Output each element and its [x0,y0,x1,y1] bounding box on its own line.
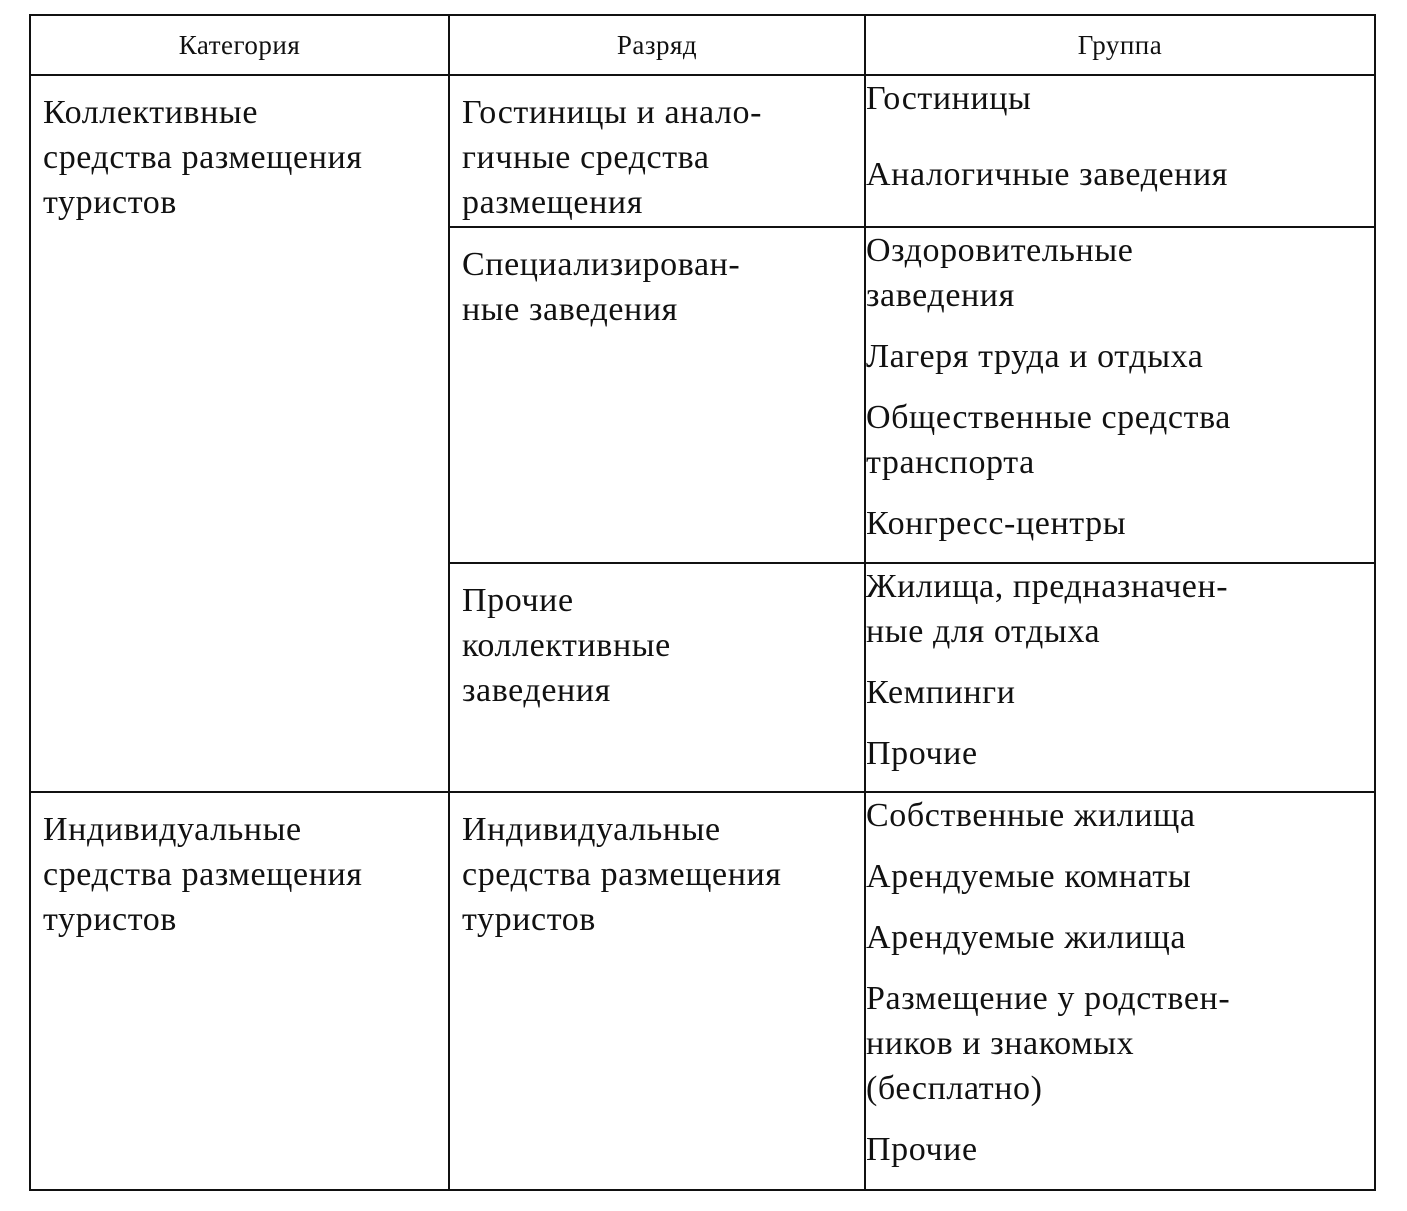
rank-cell [449,227,865,563]
groups-cell [865,227,1375,563]
group-item: Размещение у родствен- ников и знакомых (бесплатно) [866,980,1231,1107]
groups-cell [865,75,1375,227]
groups-cell [865,563,1375,792]
rank-cell [449,792,865,1190]
group-item: Конгресс-центры [866,505,1127,542]
accommodation-classification-table [29,14,1376,1191]
rank-cell [449,563,865,792]
groups-cell [865,792,1375,1190]
group-item: Лагеря труда и отдыха [866,338,1204,375]
rank-text: Специализирован- ные заведения [462,246,741,328]
header-category: Категория [30,15,449,75]
category-cell-collective [30,75,449,792]
category-cell-individual [30,792,449,1190]
table-header-row [30,15,1375,75]
table-row [30,792,1375,1190]
group-item: Гостиницы [866,80,1032,117]
header-group: Группа [865,15,1375,75]
group-item: Арендуемые жилища [866,919,1187,956]
category-collective-text: Коллективные средства размещения туристов [43,94,363,221]
rank-text: Индивидуальные средства размещения туристов [462,811,782,938]
group-item: Кемпинги [866,674,1016,711]
group-item: Оздоровительные заведения [866,232,1134,314]
group-item: Прочие [866,735,978,772]
group-item: Общественные средства транспорта [866,399,1231,481]
category-individual-text: Индивидуальные средства размещения туристов [43,811,363,938]
group-item: Прочие [866,1131,978,1168]
group-item: Аналогичные заведения [866,156,1229,193]
group-item: Арендуемые комнаты [866,858,1192,895]
rank-text: Прочие коллективные заведения [462,582,671,709]
group-item: Собственные жилища [866,797,1196,834]
group-item: Жилища, предназначен- ные для отдыха [866,568,1229,650]
rank-cell [449,75,865,227]
rank-text: Гостиницы и анало- гичные средства размещения [462,94,763,221]
header-rank: Разряд [449,15,865,75]
table-row [30,75,1375,227]
